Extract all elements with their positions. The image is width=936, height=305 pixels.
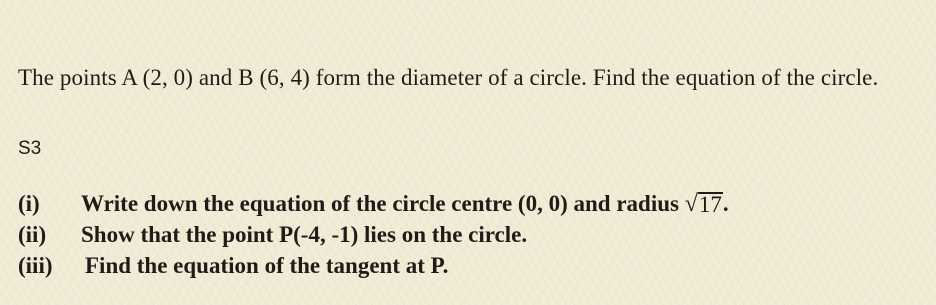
question-end-period: . (722, 191, 729, 216)
question-marker-i: (i) (18, 191, 40, 216)
problem-text: The points A (2, 0) and B (6, 4) form the diameter of a circle. Find the equation of the circle. (18, 65, 879, 90)
question-marker-ii: (ii) (18, 222, 47, 247)
question-text-ii: Show that the point P(-4, -1) lies on the circle. (81, 222, 528, 247)
square-root-symbol: √ (684, 191, 698, 217)
question-marker-iii: (iii) (18, 253, 53, 278)
question-item-i (18, 188, 908, 219)
question-item-iii (18, 250, 908, 281)
question-list (18, 188, 908, 281)
square-root-expression (685, 188, 729, 219)
square-root-number: 17 (698, 192, 722, 217)
question-item-ii (18, 219, 908, 250)
question-text-i: Write down the equation of the circle centre (0, 0) and radius (81, 191, 679, 216)
section-label: S3 (18, 138, 42, 159)
question-text-iii: Find the equation of the tangent at P. (85, 253, 449, 278)
